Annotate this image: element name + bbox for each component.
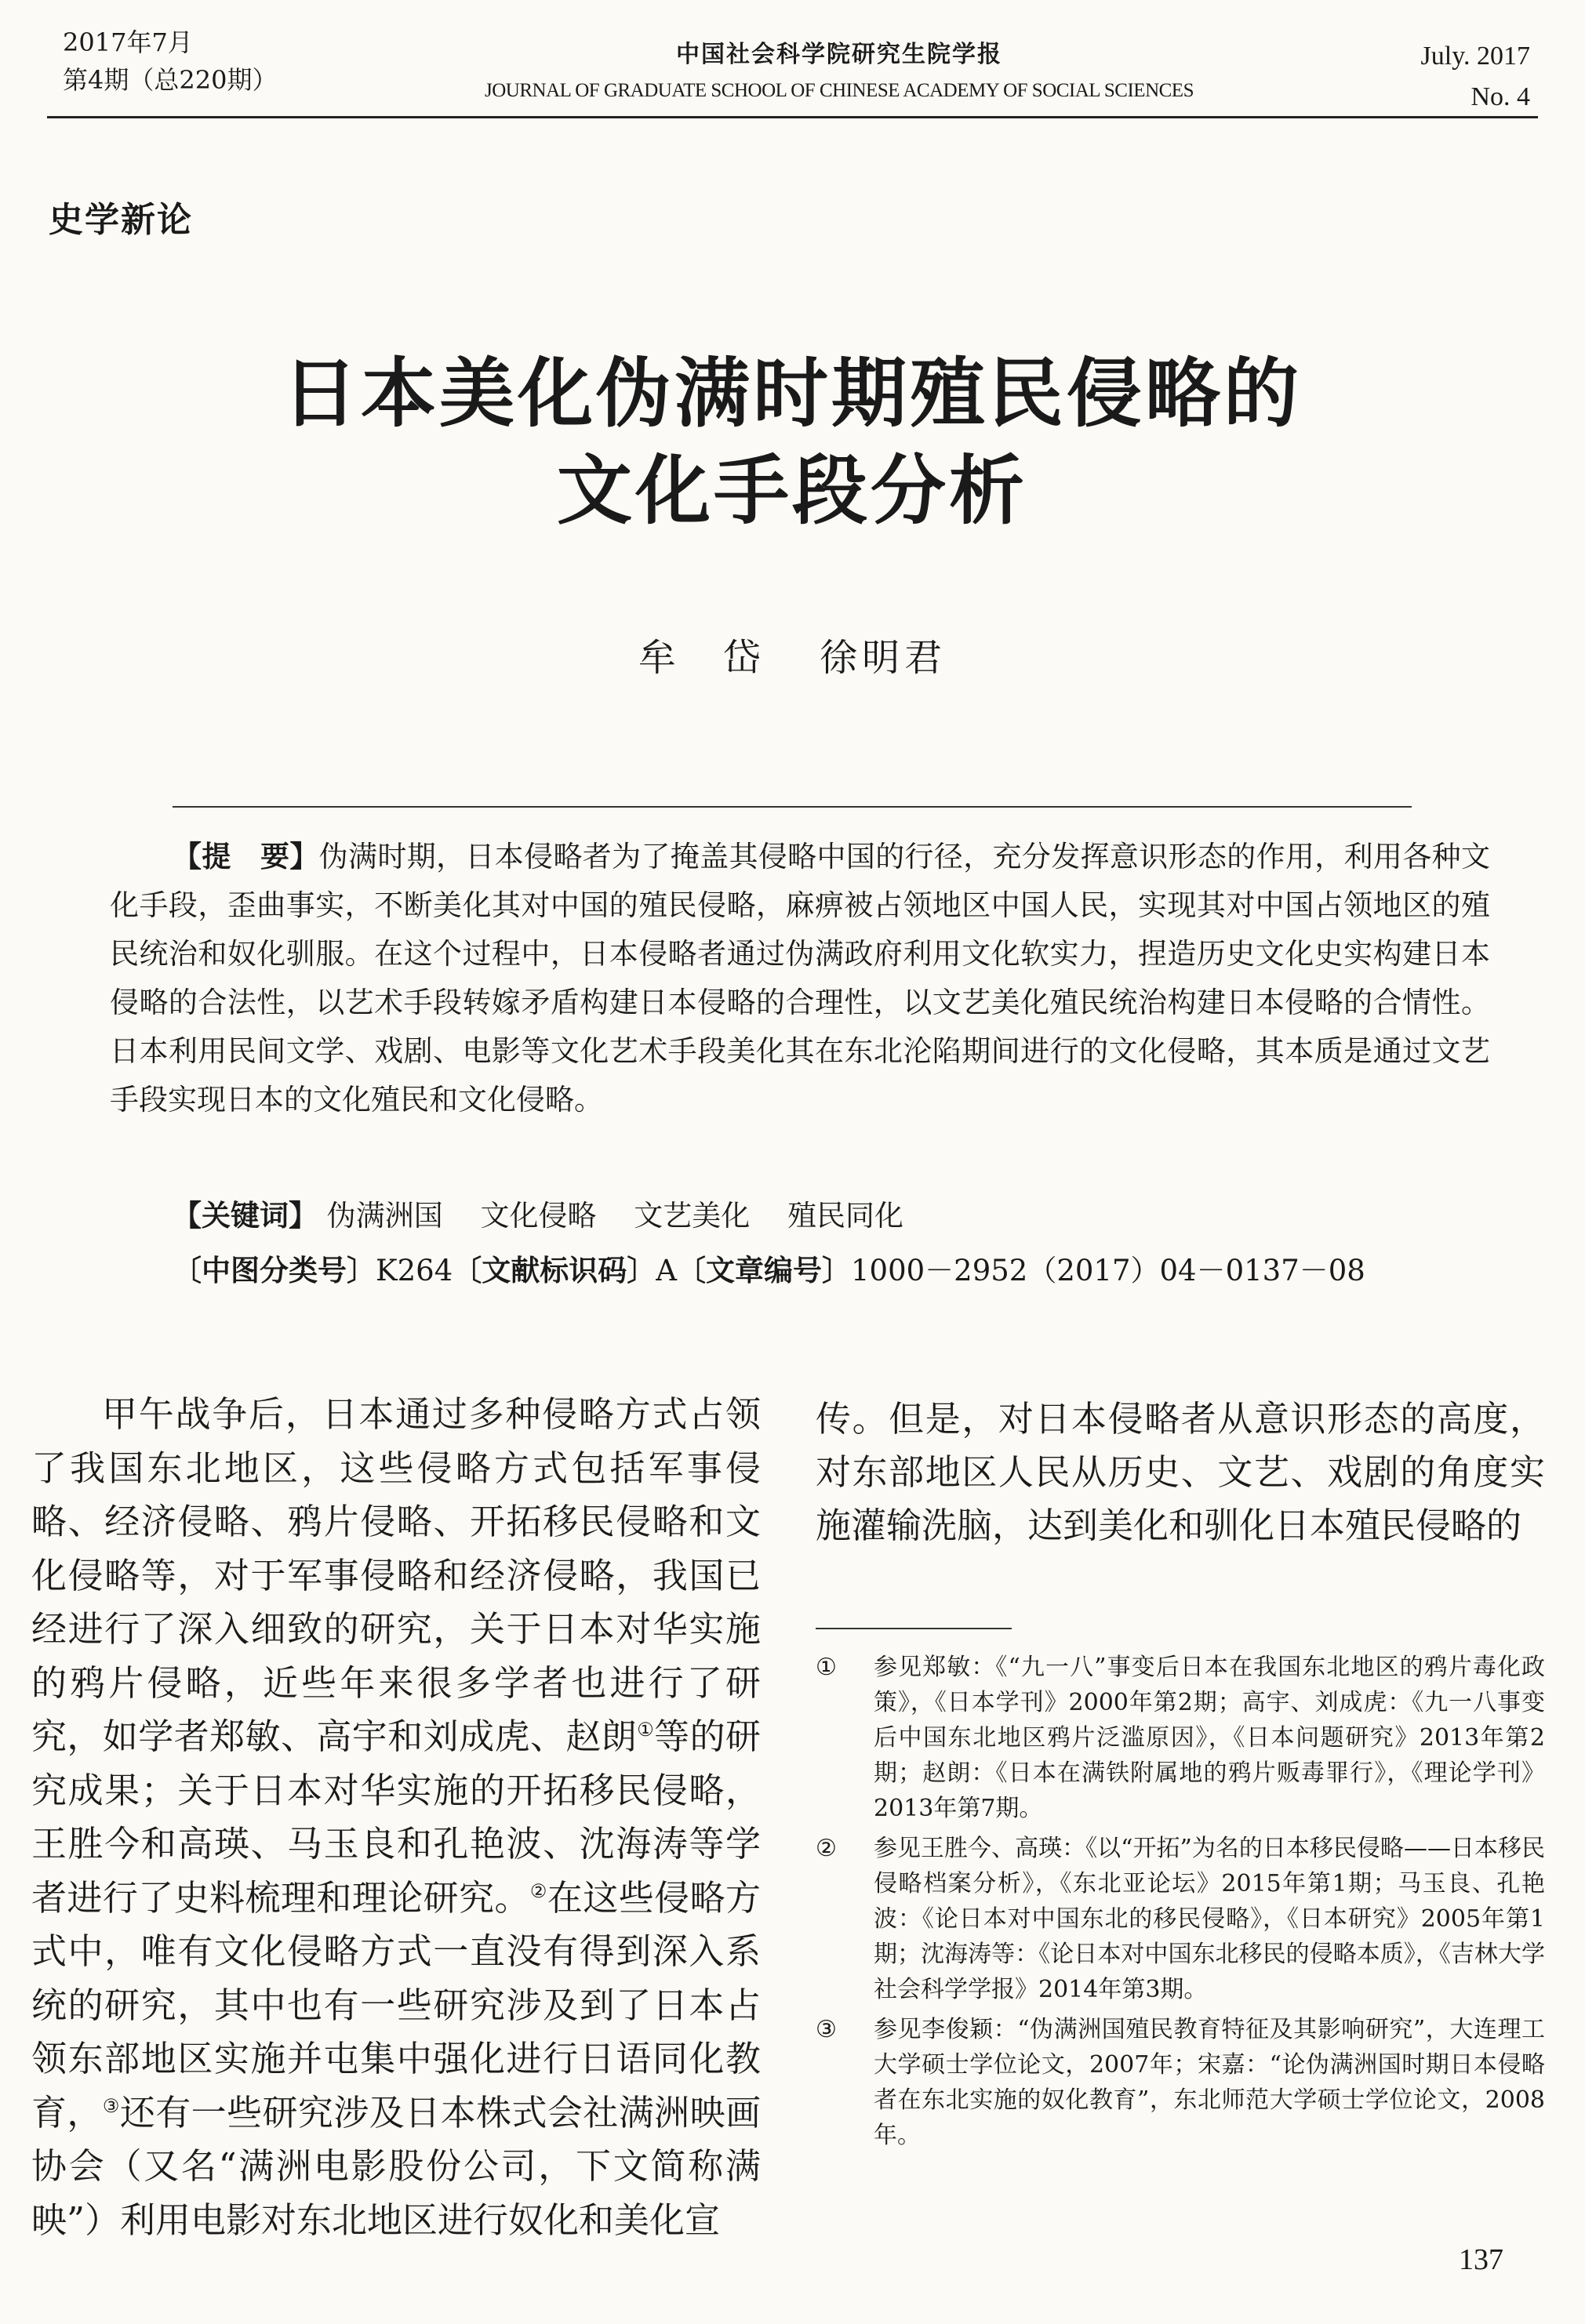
journal-title-en: JOURNAL OF GRADUATE SCHOOL OF CHINESE ACADEMY OF SOCIAL SCIENCES bbox=[485, 80, 1194, 101]
footnote-rule bbox=[816, 1628, 1012, 1629]
header-right bbox=[1421, 36, 1530, 118]
header-center bbox=[439, 34, 1239, 102]
footnote-ref-3[interactable]: ③ bbox=[102, 2094, 120, 2117]
abstract bbox=[110, 833, 1490, 1124]
header-left bbox=[63, 24, 277, 99]
footnote-ref-2[interactable]: ② bbox=[529, 1879, 547, 1902]
article-title bbox=[118, 345, 1467, 539]
header-date-cn: 2017年7月 bbox=[63, 27, 193, 57]
body-paragraph: 传。但是，对日本侵略者从意识形态的高度，对东部地区人民从历史、文艺、戏剧的角度实施灌输洗脑，达到美化和驯化日本殖民侵略的 bbox=[816, 1398, 1545, 1546]
author-2: 徐明君 bbox=[820, 636, 947, 680]
abstract-text: 伪满时期，日本侵略者为了掩盖其侵略中国的行径，充分发挥意识形态的作用，利用各种文化手段，歪曲事实，不断美化其对中国的殖民侵略，麻痹被占领地区中国人民，实现其对中国占领地区的殖民统治和奴化驯服。在这个过程中，日本侵略者通过伪满政府利用文化软实力，捏造历史文化史实构建日本侵略的合法性，以艺术手段转嫁矛盾构建日本侵略的合理性，以文艺美化殖民统治构建日本侵略的合情性。日本利用民间文学、戏剧、电影等文化艺术手段美化其在东北沦陷期间进行的文化侵略，其本质是通过文艺手段实现日本的文化殖民和文化侵略。 bbox=[110, 840, 1491, 1117]
body-column-right bbox=[816, 1393, 1545, 1552]
art-label: 〔文章编号〕 bbox=[677, 1254, 851, 1287]
art-value: 1000－2952（2017）04－0137－08 bbox=[851, 1254, 1365, 1287]
footnote-number: ② bbox=[816, 1835, 837, 1862]
footnote-1 bbox=[816, 1650, 1545, 1826]
footnote-text: 参见李俊颖：“伪满洲国殖民教育特征及其影响研究”，大连理工大学硕士学位论文，2007年；宋嘉：“论伪满洲国时期日本侵略者在东北实施的奴化教育”，东北师范大学硕士学位论文，2008年。 bbox=[874, 2016, 1545, 2149]
body-text: 还有一些研究涉及日本株式会社满洲映画协会（又名“满洲电影股份公司，下文简称满映”）利用电影对东北地区进行奴化和美化宣 bbox=[31, 2091, 761, 2241]
keywords-label: 【关键词】 bbox=[173, 1199, 318, 1233]
body-text: 在这些侵略方式中，唯有文化侵略方式一直没有得到深入系统的研究，其中也有一些研究涉及到了日本占领东部地区实施并屯集中强化进行日语同化教育， bbox=[31, 1876, 761, 2133]
body-column-left bbox=[31, 1388, 761, 2247]
header-issue-cn: 第4期（总220期） bbox=[63, 65, 278, 95]
classification-line bbox=[173, 1247, 1537, 1295]
footnote-text: 参见郑敏：《“九一八”事变后日本在我国东北地区的鸦片毒化政策》，《日本学刊》2000年第2期；高宇、刘成虎：《九一八事变后中国东北地区鸦片泛滥原因》，《日本问题研究》2013年第2期；赵朗：《日本在满铁附属地的鸦片贩毒罪行》，《理论学刊》2013年第7期。 bbox=[874, 1654, 1545, 1822]
authors bbox=[0, 627, 1585, 681]
page-number: 137 bbox=[1459, 2243, 1503, 2276]
clc-value: K264 bbox=[376, 1254, 453, 1287]
header-issue-en: No. 4 bbox=[1470, 82, 1530, 111]
footnotes bbox=[816, 1650, 1545, 2158]
body-paragraph bbox=[31, 1388, 761, 2247]
clc-label: 〔中图分类号〕 bbox=[173, 1254, 376, 1287]
header-rule bbox=[47, 116, 1538, 118]
keyword-1: 伪满洲国 bbox=[326, 1199, 443, 1233]
abstract-rule bbox=[173, 806, 1412, 808]
footnote-3 bbox=[816, 2012, 1545, 2153]
keyword-2: 文化侵略 bbox=[480, 1199, 597, 1233]
footnote-text: 参见王胜今、高瑛：《以“开拓”为名的日本移民侵略——日本移民侵略档案分析》，《东北亚论坛》2015年第1期；马玉良、孔艳波：《论日本对中国东北的移民侵略》，《日本研究》2005年第1期；沈海涛等：《论日本对中国东北移民的侵略本质》，《吉林大学社会科学学报》2014年第3期。 bbox=[874, 1835, 1545, 2003]
footnote-ref-1[interactable]: ① bbox=[637, 1719, 655, 1741]
section-label: 史学新论 bbox=[49, 200, 193, 240]
abstract-label: 【提 要】 bbox=[173, 840, 319, 873]
journal-title-cn: 中国社会科学院研究生院学报 bbox=[676, 41, 1002, 68]
header-date-en: July. 2017 bbox=[1420, 42, 1530, 71]
author-1: 牟 岱 bbox=[638, 636, 765, 680]
keywords bbox=[173, 1192, 1506, 1240]
doc-label: 〔文献标识码〕 bbox=[453, 1254, 656, 1287]
doc-value: A bbox=[656, 1254, 677, 1287]
footnote-2 bbox=[816, 1831, 1545, 2007]
keyword-3: 文艺美化 bbox=[634, 1199, 751, 1233]
body-text: 甲午战争后，日本通过多种侵略方式占领了我国东北地区，这些侵略方式包括军事侵略、经济侵略、鸦片侵略、开拓移民侵略和文化侵略等，对于军事侵略和经济侵略，我国已经进行了深入细致的研究，关于日本对华实施的鸦片侵略，近些年来很多学者也进行了研究，如学者郑敏、高宇和刘成虎、赵朗 bbox=[31, 1393, 761, 1757]
footnote-number: ① bbox=[816, 1654, 837, 1681]
article-title-line1: 日本美化伪满时期殖民侵略的 bbox=[282, 350, 1302, 438]
keyword-4: 殖民同化 bbox=[787, 1199, 904, 1233]
body-text: 等的研究成果；关于日本对华实施的开拓移民侵略，王胜今和高瑛、马玉良和孔艳波、沈海涛等学者进行了史料梳理和理论研究。 bbox=[31, 1716, 761, 1919]
footnote-number: ③ bbox=[816, 2016, 837, 2043]
article-title-line2: 文化手段分析 bbox=[557, 447, 1027, 535]
